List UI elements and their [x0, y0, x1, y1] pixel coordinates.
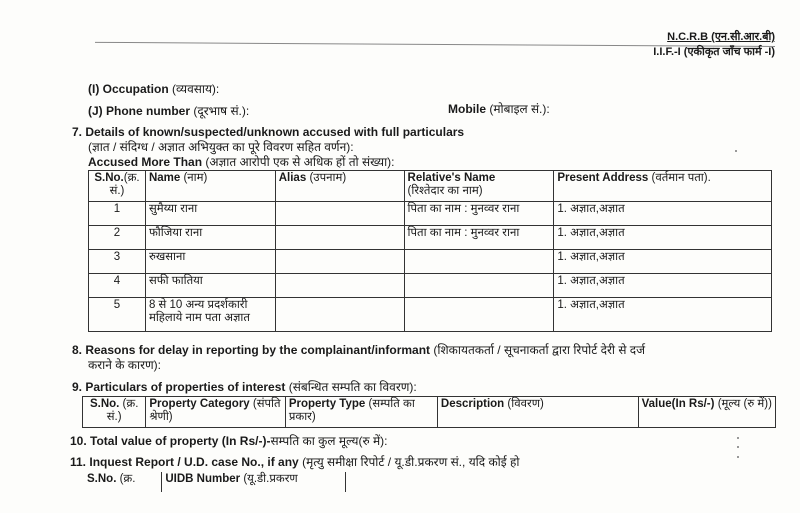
phone-label: (J) Phone number — [88, 104, 191, 118]
row-name: सफी फातिया — [145, 274, 275, 298]
col-sno: S.No.(क्र. सं.) — [89, 171, 146, 202]
row-address: 1. अज्ञात,अज्ञात — [554, 274, 772, 298]
row-relative — [404, 274, 554, 298]
section-7-subtitle: (ज्ञात / संदिग्ध / अज्ञात अभियुक्त का पूरे विवरण सहित वर्णन): — [88, 140, 354, 154]
table-row — [89, 202, 772, 226]
row-address: 1. अज्ञात,अज्ञात — [554, 250, 772, 274]
col-uidb-number: UIDB Number (यू.डी.प्रकरण — [162, 472, 346, 492]
row-alias — [275, 274, 404, 298]
scan-speck — [737, 456, 739, 458]
col-name: Name (नाम) — [145, 171, 275, 202]
section-8-title-en: 8. Reasons for delay in reporting by the complainant/informant — [72, 343, 431, 357]
mobile-label: Mobile — [448, 102, 486, 116]
row-relative — [404, 298, 554, 332]
col-description: Description (विवरण) — [437, 397, 638, 428]
col-property-category: Property Category (संपति श्रेणी) — [146, 397, 285, 428]
table-row — [89, 274, 772, 298]
section-11-title-en: 11. Inquest Report / U.D. case No., if any — [70, 455, 299, 469]
inquest-table-header — [84, 472, 346, 492]
col-alias: Alias (उपनाम) — [275, 171, 404, 202]
section-10-title — [70, 434, 387, 449]
section-8-title-cont: कराने के कारण): — [88, 358, 162, 372]
scan-speck — [737, 446, 739, 448]
row-address: 1. अज्ञात,अज्ञात — [554, 298, 772, 332]
row-sno: 2 — [89, 226, 146, 250]
row-sno: 4 — [89, 274, 146, 298]
row-name: 8 से 10 अन्य प्रदर्शकारी महिलाये नाम पता अज्ञात — [145, 298, 275, 332]
properties-table-header — [83, 397, 776, 428]
col-sno: S.No. (क्र. — [84, 472, 162, 492]
section-7-title: 7. Details of known/suspected/unknown accused with full particulars — [72, 125, 465, 139]
section-8-title-hindi: (शिकायतकर्ता / सूचनाकर्ता द्वारा रिपोर्ट देरी से दर्ज — [433, 343, 646, 357]
col-value: Value(In Rs/-) (मूल्य (रु में)) — [638, 397, 775, 428]
row-alias — [275, 226, 404, 250]
table-row — [89, 226, 772, 250]
row-address: 1. अज्ञात,अज्ञात — [554, 226, 772, 250]
row-name: सुमैय्या राना — [145, 202, 275, 226]
row-sno: 5 — [89, 298, 146, 332]
section-11-title — [70, 455, 520, 470]
row-relative: पिता का नाम : मुनव्वर राना — [404, 202, 554, 226]
section-9-title-hindi: (संबन्धित सम्पति का विवरण): — [288, 380, 417, 394]
col-property-type: Property Type (सम्पति का प्रकार) — [285, 397, 437, 428]
mobile-label-hindi: (मोबाइल सं.): — [489, 102, 550, 116]
accused-more-than — [88, 155, 395, 170]
accused-table — [88, 170, 772, 332]
scan-speck — [737, 437, 739, 439]
row-relative — [404, 250, 554, 274]
col-address: Present Address (वर्तमान पता). — [554, 171, 772, 202]
col-relative: Relative's Name (रिश्तेदार का नाम) — [404, 171, 554, 202]
occupation-label: (I) Occupation — [88, 82, 169, 96]
iif-form-title: I.I.F.-I (एकीकृत जाँच फार्म -I) — [653, 46, 775, 58]
properties-table — [82, 396, 776, 428]
row-alias — [275, 202, 404, 226]
row-address: 1. अज्ञात,अज्ञात — [554, 202, 772, 226]
row-name: रुखसाना — [145, 250, 275, 274]
table-row — [89, 298, 772, 332]
table-row — [89, 250, 772, 274]
accused-more-label: Accused More Than — [88, 155, 203, 169]
section-10-title-en: 10. Total value of property (In Rs/-)- — [70, 434, 271, 448]
row-sno: 1 — [89, 202, 146, 226]
row-alias — [275, 250, 404, 274]
section-9-title — [72, 380, 417, 395]
phone-field — [88, 104, 249, 119]
section-8-title — [72, 343, 645, 358]
section-11-title-hindi: (मृत्यु समीक्षा रिपोर्ट / यू.डी.प्रकरण सं., यदि कोई हो — [302, 455, 520, 469]
section-9-title-en: 9. Particulars of properties of interest — [72, 380, 286, 394]
occupation-field — [88, 82, 219, 97]
scan-speck — [735, 150, 737, 152]
section-10-title-hindi: सम्पति का कुल मूल्य(रु में): — [270, 434, 388, 448]
occupation-label-hindi: (व्यवसाय): — [172, 82, 220, 96]
inquest-table — [84, 472, 346, 492]
accused-more-label-hindi: (अज्ञात आरोपी एक से अधिक हों तो संख्या): — [205, 155, 395, 169]
row-relative: पिता का नाम : मुनव्वर राना — [404, 226, 554, 250]
phone-label-hindi: (दूरभाष सं.): — [193, 104, 250, 118]
ncrb-header: N.C.R.B (एन.सी.आर.बी) — [667, 31, 775, 43]
accused-table-header — [89, 171, 772, 202]
row-alias — [275, 298, 404, 332]
col-sno: S.No. (क्र. सं.) — [83, 397, 146, 428]
row-name: फौजिया राना — [145, 226, 275, 250]
row-sno: 3 — [89, 250, 146, 274]
mobile-field — [448, 102, 550, 117]
